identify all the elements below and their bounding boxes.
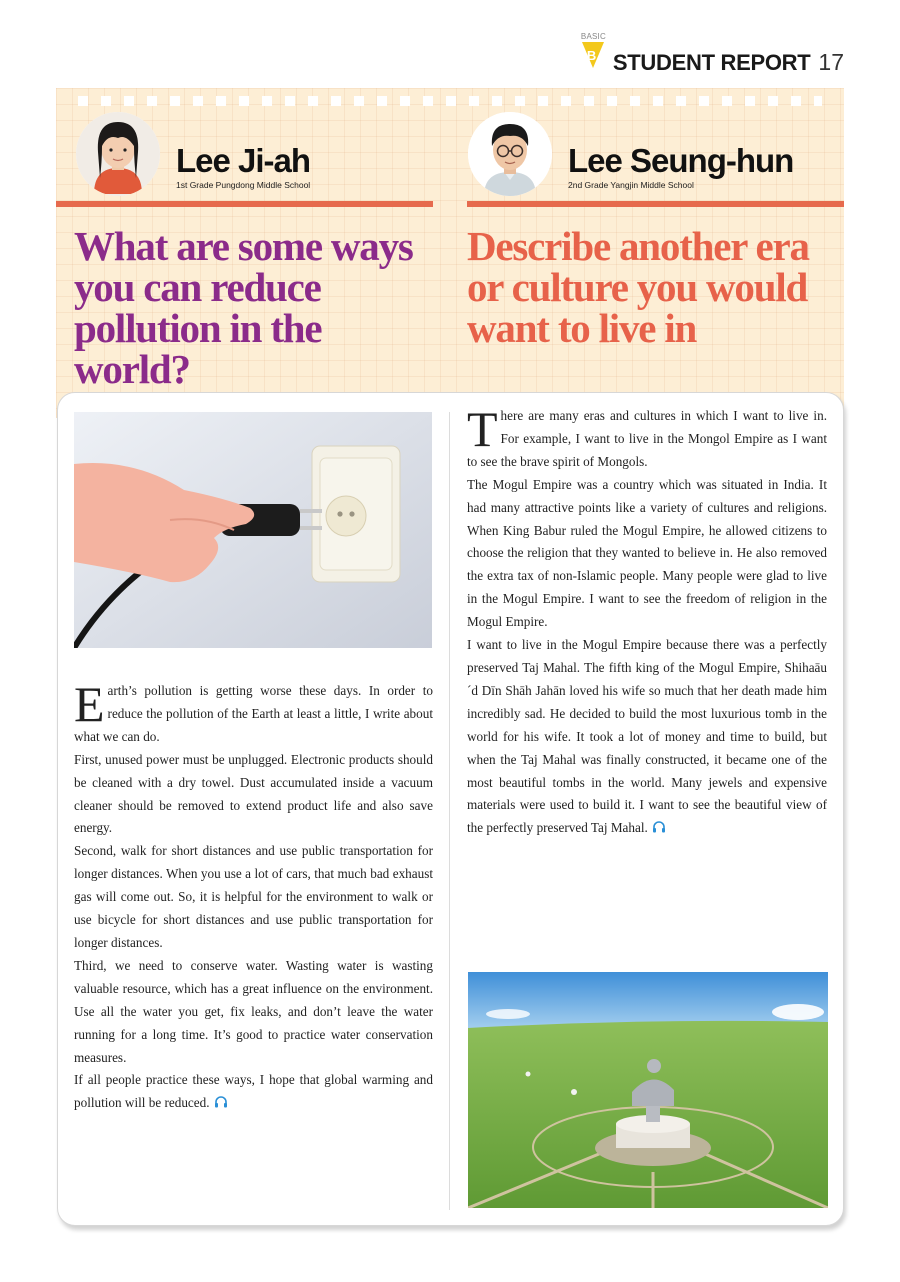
right-paragraph: I want to live in the Mogul Empire because there was a perfectly preserved Taj Mahal. The fifth king of the Mogul Empire, Shihaāu´d Dīn Shāh Jahān loved his wife so much that her death made him incredibly sad. He decided to build the most luxurious tomb in the world for his wife. It took a lot of money and time to build, but when the Taj Mahal was finally constructed, it became one of the most beautiful tombs in the world. Many jewels and expensive materials were used to build it. I want to see the beautiful view of the perfectly preserved Taj Mahal. bbox=[467, 637, 827, 836]
left-paragraph: If all people practice these ways, I hope that global warming and pollution will be reduced. bbox=[74, 1072, 433, 1111]
left-author-name: Lee Ji-ah bbox=[176, 142, 311, 179]
right-dropcap: T bbox=[467, 401, 498, 457]
headphones-icon bbox=[214, 1096, 228, 1108]
perforation-dots bbox=[78, 96, 822, 106]
left-article-body bbox=[74, 676, 433, 1115]
section-title: STUDENT REPORT bbox=[612, 50, 811, 75]
left-author-school: 1st Grade Pungdong Middle School bbox=[176, 180, 311, 190]
left-paragraph: First, unused power must be unplugged. Electronic products should be cleaned with a dry towel. Dust accumulated inside a vacuum cleaner should be removed to extend product life and also save energy. bbox=[74, 751, 433, 836]
right-author-name: Lee Seung-hun bbox=[568, 142, 794, 179]
left-paragraph: Third, we need to conserve water. Wasting water is wasting valuable resource, which has a great influence on the environment. Use all the water you get, fix leaks, and don’t leave the water running for a long time. It’s good to practice water conservation measures. bbox=[74, 957, 433, 1065]
right-author-school: 2nd Grade Yangjin Middle School bbox=[568, 180, 694, 190]
column-divider bbox=[449, 412, 450, 1210]
left-paragraph: Earth’s pollution is getting worse these days. In order to reduce the pollution of the Earth at least a little, I write about what we can do. bbox=[74, 676, 433, 744]
logo-letter: B bbox=[586, 48, 597, 63]
right-paragraph: There are many eras and cultures in which I want to live in. For example, I want to live in the Mongol Empire as I want to see the brave spirit of Mongols. bbox=[467, 401, 827, 469]
right-article-body bbox=[467, 401, 827, 840]
logo-super-text: BASIC bbox=[580, 32, 606, 41]
unplug-photo bbox=[74, 412, 432, 648]
right-question-title: Describe another era or culture you would want to live in bbox=[467, 223, 809, 351]
left-author-profile bbox=[76, 112, 436, 202]
monument-photo bbox=[468, 972, 828, 1208]
page-number: 17 bbox=[818, 49, 844, 75]
left-dropcap: E bbox=[74, 676, 105, 732]
basic-logo-icon bbox=[579, 32, 607, 74]
right-divider-rule bbox=[467, 201, 844, 207]
avatar bbox=[468, 112, 552, 196]
headphones-icon bbox=[652, 821, 666, 833]
avatar bbox=[76, 112, 160, 196]
left-paragraph: Second, walk for short distances and use public transportation for longer distances. When you use a lot of cars, that much bad exhaust gas will come out. So, it is helpful for the environment to walk or use bicycle for short distances and use public transportation for longer distances. bbox=[74, 843, 433, 950]
left-divider-rule bbox=[56, 201, 433, 207]
left-question-title: What are some ways you can reduce pollution in the world? bbox=[74, 223, 413, 392]
right-paragraph: The Mogul Empire was a country which was situated in India. It had many attractive points like a variety of cultures and religions. When King Babur ruled the Mogul Empire, he allowed citizens to choose the religion that they wanted to believe in. He also removed the extra tax of non-Islamic people. Many people were glad to live in the Mogul Empire. I want to see the freedom of religion in the Mogul Empire. bbox=[467, 476, 827, 630]
right-author-profile bbox=[468, 112, 838, 202]
page-header bbox=[579, 30, 844, 74]
